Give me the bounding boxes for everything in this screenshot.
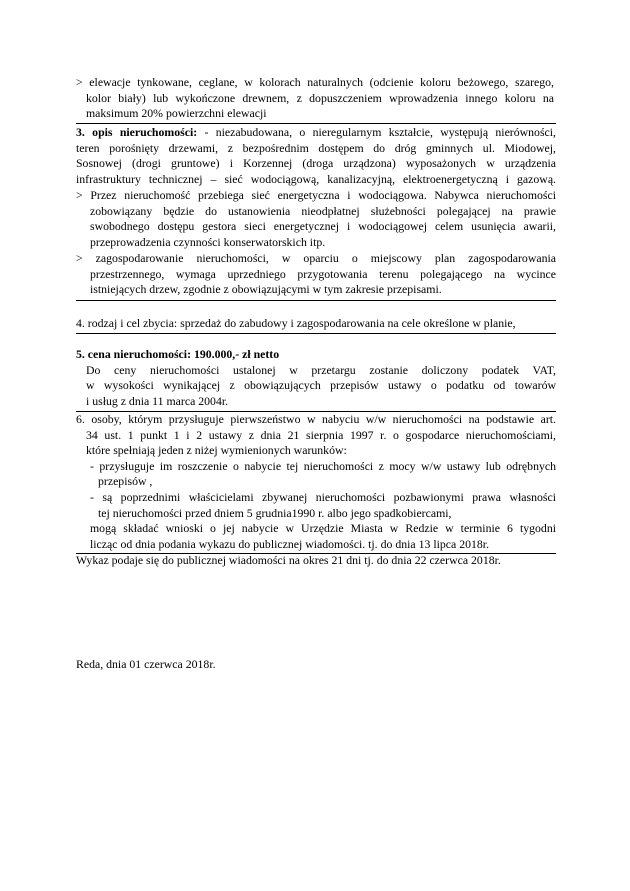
text-line: - przysługuje im roszczenie o nabycie tej nieruchomości z mocy w/w ustawy lub odrębnych: [90, 458, 556, 473]
text-line: Do ceny nieruchomości ustalonej w przetargu zostanie doliczony podatek VAT,: [86, 362, 556, 377]
table-rule: [76, 333, 556, 334]
section-3-first-line: [76, 125, 556, 141]
section-4: [76, 316, 556, 332]
place-date-text: Reda, dnia 01 czerwca 2018r.: [76, 657, 216, 671]
text-line: przepisów ,: [98, 474, 153, 489]
section-5: [76, 347, 556, 409]
section-3-heading: 3. opis nieruchomości:: [76, 125, 198, 139]
text-line: i usług z dnia 11 marca 2004r.: [86, 393, 229, 408]
text-line: które spełniają jeden z niżej wymienionych warunków:: [86, 443, 347, 458]
notice-text: Wykaz podaje się do publicznej wiadomości na okres 21 dni tj. do dnia 22 czerwca 2018r.: [76, 553, 501, 567]
section-3-bullet-2: [76, 251, 556, 298]
table-rule: [76, 300, 556, 301]
section-3: [76, 125, 556, 187]
text-line: > Przez nieruchomość przebiega sieć energetyczna i wodociągowa. Nabywca nieruchomości: [76, 188, 556, 202]
text-line: istniejących drzew, zgodnie z obowiązującymi w tym zakresie przepisami.: [90, 282, 442, 297]
text-line: przestrzennego, wymaga uprzedniego przygotowania terenu polegającego na wycince: [90, 266, 556, 281]
text-line: > zagospodarowanie nieruchomości, w oparciu o miejscowy plan zagospodarowania: [76, 251, 556, 265]
text-line: przeprowadzenia czynności konserwatorskich itp.: [90, 234, 326, 249]
text-line: 4. rodzaj i cel zbycia: sprzedaż do zabudowy i zagospodarowania na cele określone w planie,: [76, 316, 516, 330]
text-line: zobowiązany będzie do ustanowienia nieodpłatnej służebności polegającej na prawie: [90, 203, 556, 218]
text-line: swobodnego dostępu gestora sieci energetycznej i wodociągowej celem usunięcia awarii,: [90, 219, 556, 234]
section-5-heading: 5. cena nieruchomości: 190.000,- zł netto: [76, 347, 280, 361]
text-line: Sosnowej (drogi gruntowe) i Korzennej (droga urządzona) wyposażonych w urządzenia: [76, 156, 556, 171]
section-3-bullet-1: [76, 188, 556, 250]
text-line: kolor biały) lub wykończone drewnem, z dopuszczeniem wprowadzenia innego koloru na: [86, 90, 554, 105]
text-line: infrastruktury technicznej – sieć wodociągową, kanalizacyjną, elektroenergetyczną i gazową.: [76, 171, 556, 186]
text-line: 34 ust. 1 punkt 1 i 2 ustawy z dnia 21 sierpnia 1997 r. o gospodarce nieruchomościami,: [86, 427, 556, 442]
table-rule: [76, 123, 556, 124]
text-line: teren porośnięty drzewami, z bezpośrednim dostępem do dróg gminnych ul. Miodowej,: [76, 140, 556, 155]
notice: [76, 553, 566, 569]
section-6: [76, 412, 556, 552]
text-line: > elewacje tynkowane, ceglane, w kolorach naturalnych (odcienie koloru beżowego, szarego,: [76, 75, 554, 89]
text-line: w wysokości wynikającej z obowiązujących przepisów ustawy o podatku od towarów: [86, 378, 556, 393]
text-line: maksimum 20% powierzchni elewacji: [86, 106, 267, 121]
text-line: - niezabudowana, o nieregularnym kształcie, występują nierówności,: [197, 125, 557, 139]
text-line: 6. osoby, którym przysługuje pierwszeństwo w nabyciu w/w nieruchomości na podstawie art.: [76, 412, 556, 426]
text-line: tej nieruchomości przed dniem 5 grudnia1990 r. albo jego spadkobiercami,: [98, 505, 452, 520]
text-line: - są poprzednimi właścicielami zbywanej nieruchomości pozbawionymi prawa własności: [90, 489, 556, 504]
elevation-paragraph: [76, 75, 554, 122]
place-date: [76, 657, 376, 673]
text-line: mogą składać wnioski o jej nabycie w Urzędzie Miasta w Redzie w terminie 6 tygodni: [90, 521, 556, 536]
text-line: licząc od dnia podania wykazu do publicznej wiadomości. tj. do dnia 13 lipca 2018r.: [90, 536, 490, 551]
